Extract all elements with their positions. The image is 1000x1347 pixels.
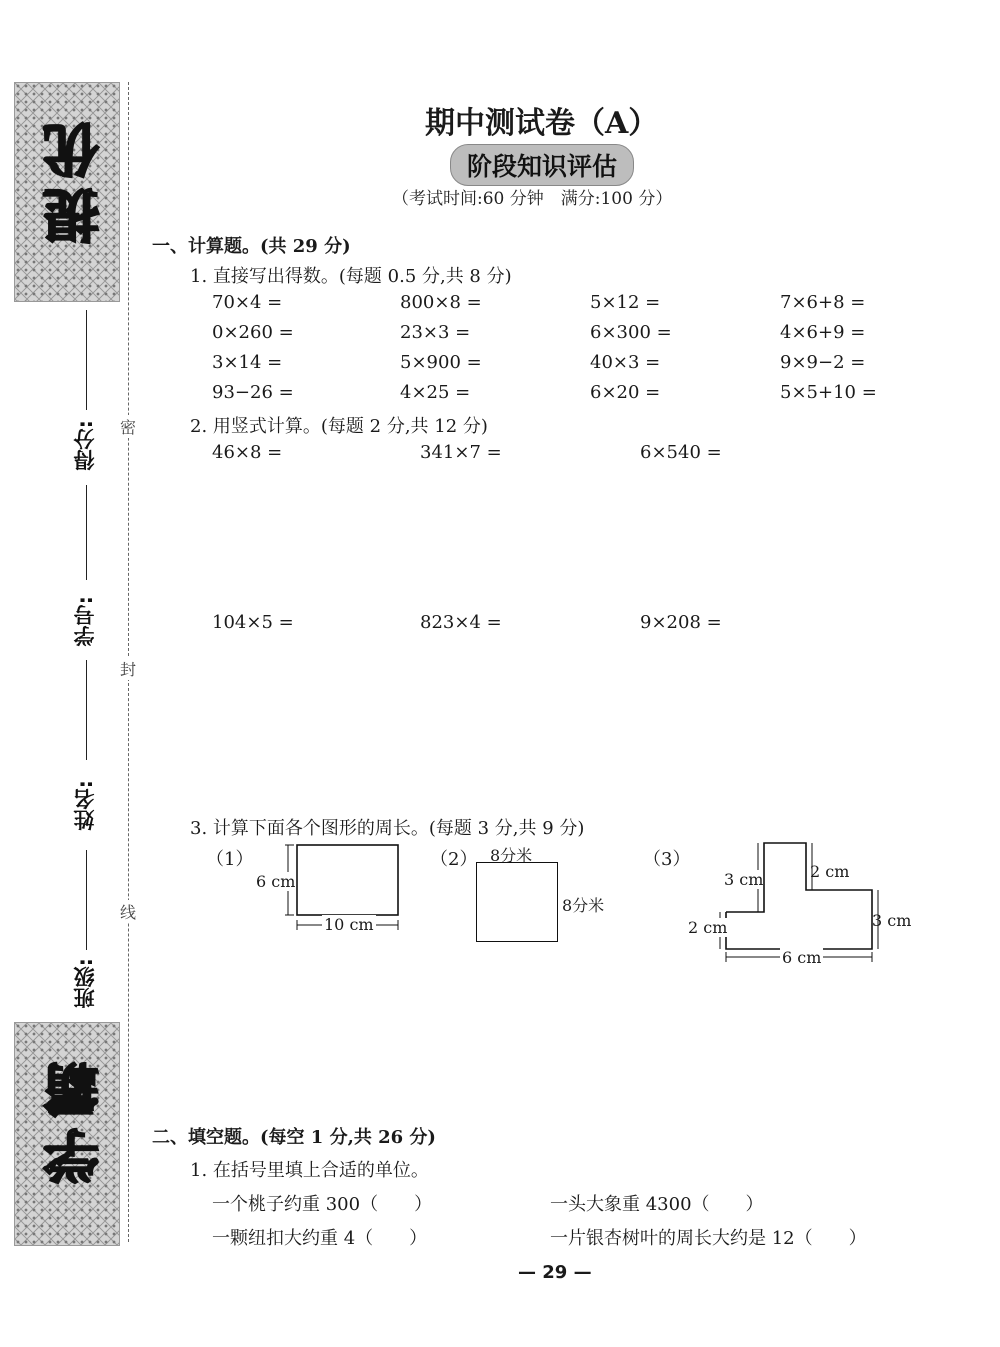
oral-calc-item: 23×3 =	[400, 322, 471, 343]
class-label: 班级:	[73, 958, 97, 1009]
oral-calc-item: 5×5+10 =	[780, 382, 877, 403]
fig2-side-label: 8分米	[562, 896, 605, 915]
page-title: 期中测试卷（A）	[425, 106, 659, 141]
oral-calc-item: 40×3 =	[590, 352, 661, 373]
fill-blank-item: 一颗纽扣大约重 4（ ）	[212, 1228, 428, 1249]
oral-calc-item: 4×25 =	[400, 382, 471, 403]
oral-calc-item: 5×12 =	[590, 292, 661, 313]
score-line-2	[86, 485, 87, 580]
bottom-banner-text: 学霸	[43, 1052, 108, 1184]
fig3-label-e: 6 cm	[782, 948, 822, 967]
s2-q1-heading: 1. 在括号里填上合适的单位。	[190, 1160, 429, 1181]
oral-calc-item: 9×9−2 =	[780, 352, 866, 373]
fig1-number: （1）	[206, 849, 254, 870]
fill-blank-item: 一头大象重 4300（ ）	[550, 1194, 764, 1215]
fig3-label-a: 3 cm	[724, 870, 764, 889]
fig1-height-label: 6 cm	[256, 872, 296, 891]
q3-heading: 3. 计算下面各个图形的周长。(每题 3 分,共 9 分)	[190, 818, 585, 839]
name-label: 姓名:	[73, 780, 97, 831]
oral-calc-item: 93−26 =	[212, 382, 294, 403]
vertical-calc-item: 823×4 =	[420, 612, 502, 633]
name-line	[86, 850, 87, 950]
q2-heading: 2. 用竖式计算。(每题 2 分,共 12 分)	[190, 416, 488, 437]
fig1-width-label: 10 cm	[324, 915, 374, 934]
fig3-label-d: 3 cm	[872, 911, 912, 930]
oral-calc-item: 7×6+8 =	[780, 292, 866, 313]
oral-calc-item: 5×900 =	[400, 352, 482, 373]
score-line	[86, 310, 87, 410]
page-number: — 29 —	[518, 1262, 592, 1283]
fill-blank-item: 一个桃子约重 300（ ）	[212, 1194, 433, 1215]
score-label: 得分:	[73, 420, 97, 471]
section1-heading: 一、计算题。(共 29 分)	[152, 236, 351, 257]
oral-calc-item: 0×260 =	[212, 322, 294, 343]
oral-calc-item: 3×14 =	[212, 352, 283, 373]
vertical-calc-item: 46×8 =	[212, 442, 283, 463]
fig3-label-c: 2 cm	[688, 918, 728, 937]
exam-info: （考试时间:60 分钟 满分:100 分）	[392, 189, 673, 209]
fig3-number: （3）	[643, 849, 691, 870]
oral-calc-item: 6×20 =	[590, 382, 661, 403]
q1-heading: 1. 直接写出得数。(每题 0.5 分,共 8 分)	[190, 266, 512, 287]
seal-char-xian: 线	[120, 900, 136, 923]
fill-blank-item: 一片银杏树叶的周长大约是 12（ ）	[550, 1228, 867, 1249]
vertical-calc-item: 9×208 =	[640, 612, 722, 633]
vertical-calc-item: 104×5 =	[212, 612, 294, 633]
seal-char-mi: 密	[120, 415, 136, 438]
fig2-number: （2）	[430, 849, 478, 870]
section2-heading: 二、填空题。(每空 1 分,共 26 分)	[152, 1127, 436, 1148]
student-id-line	[86, 660, 87, 760]
fig2-square	[476, 862, 558, 942]
student-id-label: 学号:	[73, 596, 97, 647]
oral-calc-item: 4×6+9 =	[780, 322, 866, 343]
vertical-calc-item: 341×7 =	[420, 442, 502, 463]
oral-calc-item: 70×4 =	[212, 292, 283, 313]
vertical-calc-item: 6×540 =	[640, 442, 722, 463]
top-banner-text: 提优	[43, 112, 108, 244]
oral-calc-item: 800×8 =	[400, 292, 482, 313]
seal-char-feng: 封	[120, 657, 136, 680]
fig3-label-b: 2 cm	[810, 862, 850, 881]
section-badge: 阶段知识评估	[450, 144, 634, 186]
oral-calc-item: 6×300 =	[590, 322, 672, 343]
fig3-polygon	[700, 835, 900, 965]
fig2-top-label: 8分米	[490, 846, 533, 865]
